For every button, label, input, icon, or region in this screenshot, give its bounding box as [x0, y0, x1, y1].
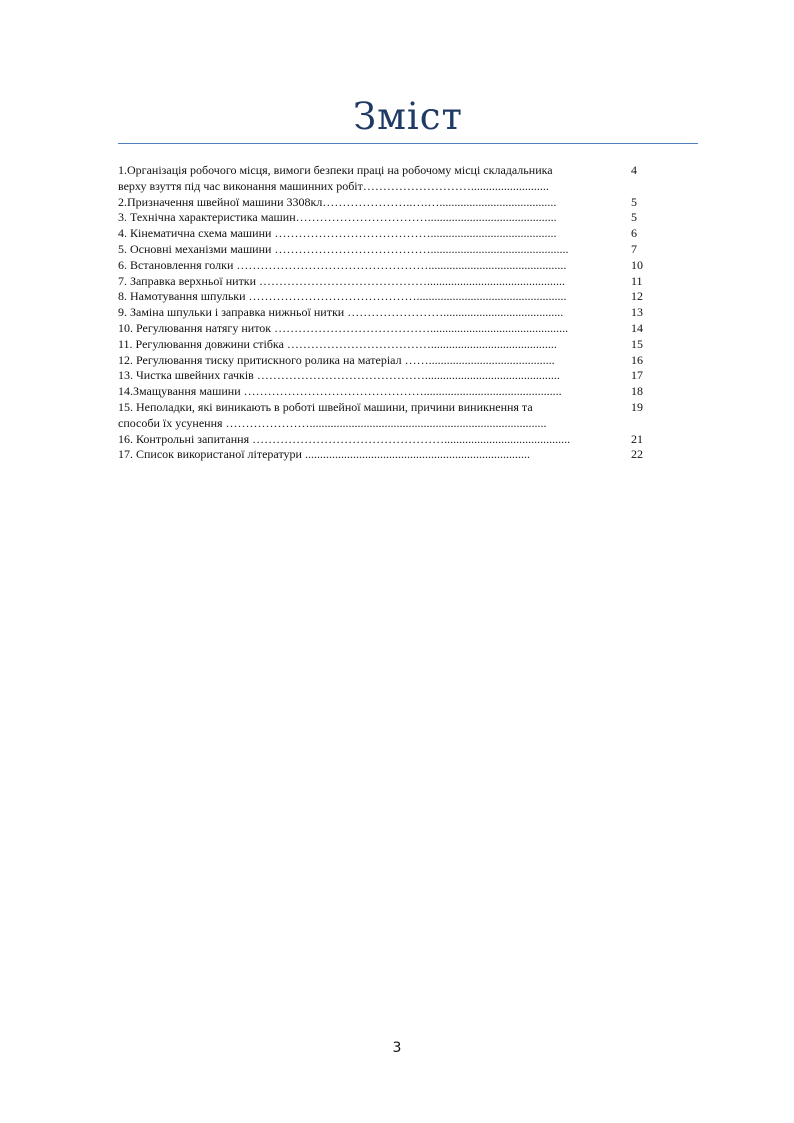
toc-entry-text: [118, 337, 613, 353]
toc-entry-line: верху взуття під час виконання машинних робіт………………………..........................: [118, 178, 549, 193]
toc-entry-page: 14: [631, 320, 643, 335]
toc-entry: [118, 242, 658, 258]
toc-entry: [118, 368, 658, 384]
toc-entry: [118, 447, 658, 463]
toc-entry-text: [118, 195, 613, 211]
toc-entry: [118, 289, 658, 305]
toc-entry-page: 19: [631, 399, 643, 414]
page-number: 3: [392, 1040, 402, 1056]
toc-entry-line: 9. Заміна шпульки і заправка нижньої нитки ……………………........................................: [118, 305, 564, 320]
toc-entry: [118, 274, 658, 290]
toc-entry-page: 18: [631, 384, 643, 399]
toc-entry-line: 5. Основні механізми машини …………………………………..............................................: [118, 241, 569, 256]
toc-entry-page: 22: [631, 447, 643, 462]
toc-entry-text: [118, 274, 613, 290]
toc-entry-line: 6. Встановлення голки …………………………………………..............................................: [118, 257, 567, 272]
toc-entry: [118, 195, 658, 211]
toc-entry-text: [118, 226, 613, 242]
toc-entry-line: 8. Намотування шпульки ……………………………………..................................................: [118, 289, 567, 304]
page-title: Зміст: [353, 95, 463, 138]
toc-entry-page: 5: [631, 210, 637, 225]
toc-entry: [118, 163, 658, 195]
toc-entry: [118, 400, 658, 432]
toc-entry-line: 17. Список використаної літератури ...........................................................................: [118, 447, 530, 462]
toc-entry-line: способи їх усунення …………………...............................................................................: [118, 415, 547, 430]
toc-entry: [118, 337, 658, 353]
toc-entry-page: 7: [631, 241, 637, 256]
toc-entry-text: [118, 305, 613, 321]
toc-entry-text: [118, 432, 613, 448]
toc-entry-line: 2.Призначення швейної машини 3308кл…………………..….….......................................: [118, 194, 557, 209]
toc-entry-line: 12. Регулювання тиску притискного ролика на матеріал ……..........................................: [118, 352, 555, 367]
toc-entry: [118, 210, 658, 226]
toc-entry-page: 15: [631, 336, 643, 351]
toc-entry-text: [118, 384, 613, 400]
toc-entry-line: 7. Заправка верхньої нитки ……………………………………..............................................: [118, 273, 566, 288]
toc-entry-page: 17: [631, 368, 643, 383]
toc-entry-line: 4. Кінематична схема машини …………………………………..........................................: [118, 226, 557, 241]
toc-entry: [118, 432, 658, 448]
table-of-contents: [118, 163, 658, 463]
toc-entry: [118, 305, 658, 321]
toc-entry-text: [118, 163, 613, 195]
toc-entry-page: 21: [631, 431, 643, 446]
toc-entry-line: 16. Контрольні запитання …………………………………………..........................................: [118, 431, 571, 446]
toc-entry-page: 6: [631, 226, 637, 241]
toc-entry-text: [118, 321, 613, 337]
toc-entry-text: [118, 447, 613, 463]
toc-entry-line: 1.Організація робочого місця, вимоги безпеки праці на робочому місці складальника: [118, 163, 553, 177]
toc-entry-line: 11. Регулювання довжини стібка ………………………………..........................................: [118, 336, 557, 351]
toc-entry-text: [118, 400, 613, 432]
toc-entry-line: 3. Технічна характеристика машин……………………………...........................................: [118, 210, 557, 225]
toc-entry-line: 10. Регулювання натягу ниток …………………………………..............................................: [118, 320, 569, 335]
title-underline: [118, 143, 698, 144]
toc-entry-page: 10: [631, 257, 643, 272]
toc-entry-text: [118, 368, 613, 384]
toc-entry-page: 16: [631, 352, 643, 367]
toc-entry-text: [118, 289, 613, 305]
toc-entry: [118, 258, 658, 274]
toc-entry-page: 13: [631, 305, 643, 320]
toc-entry-text: [118, 353, 613, 369]
toc-entry: [118, 353, 658, 369]
toc-entry-page: 5: [631, 194, 637, 209]
toc-entry-line: 13. Чистка швейних гачків …………………………………….............................................: [118, 368, 560, 383]
toc-entry-page: 4: [631, 163, 637, 177]
toc-entry: [118, 226, 658, 242]
toc-entry-page: 12: [631, 289, 643, 304]
toc-entry-text: [118, 242, 613, 258]
toc-entry-text: [118, 210, 613, 226]
toc-entry: [118, 321, 658, 337]
toc-entry: [118, 384, 658, 400]
toc-entry-line: 14.Змащування машини ………………………………………..............................................: [118, 384, 562, 399]
toc-entry-text: [118, 258, 613, 274]
toc-entry-line: 15. Неполадки, які виникають в роботі швейної машини, причини виникнення та: [118, 399, 533, 414]
toc-entry-page: 11: [631, 273, 643, 288]
